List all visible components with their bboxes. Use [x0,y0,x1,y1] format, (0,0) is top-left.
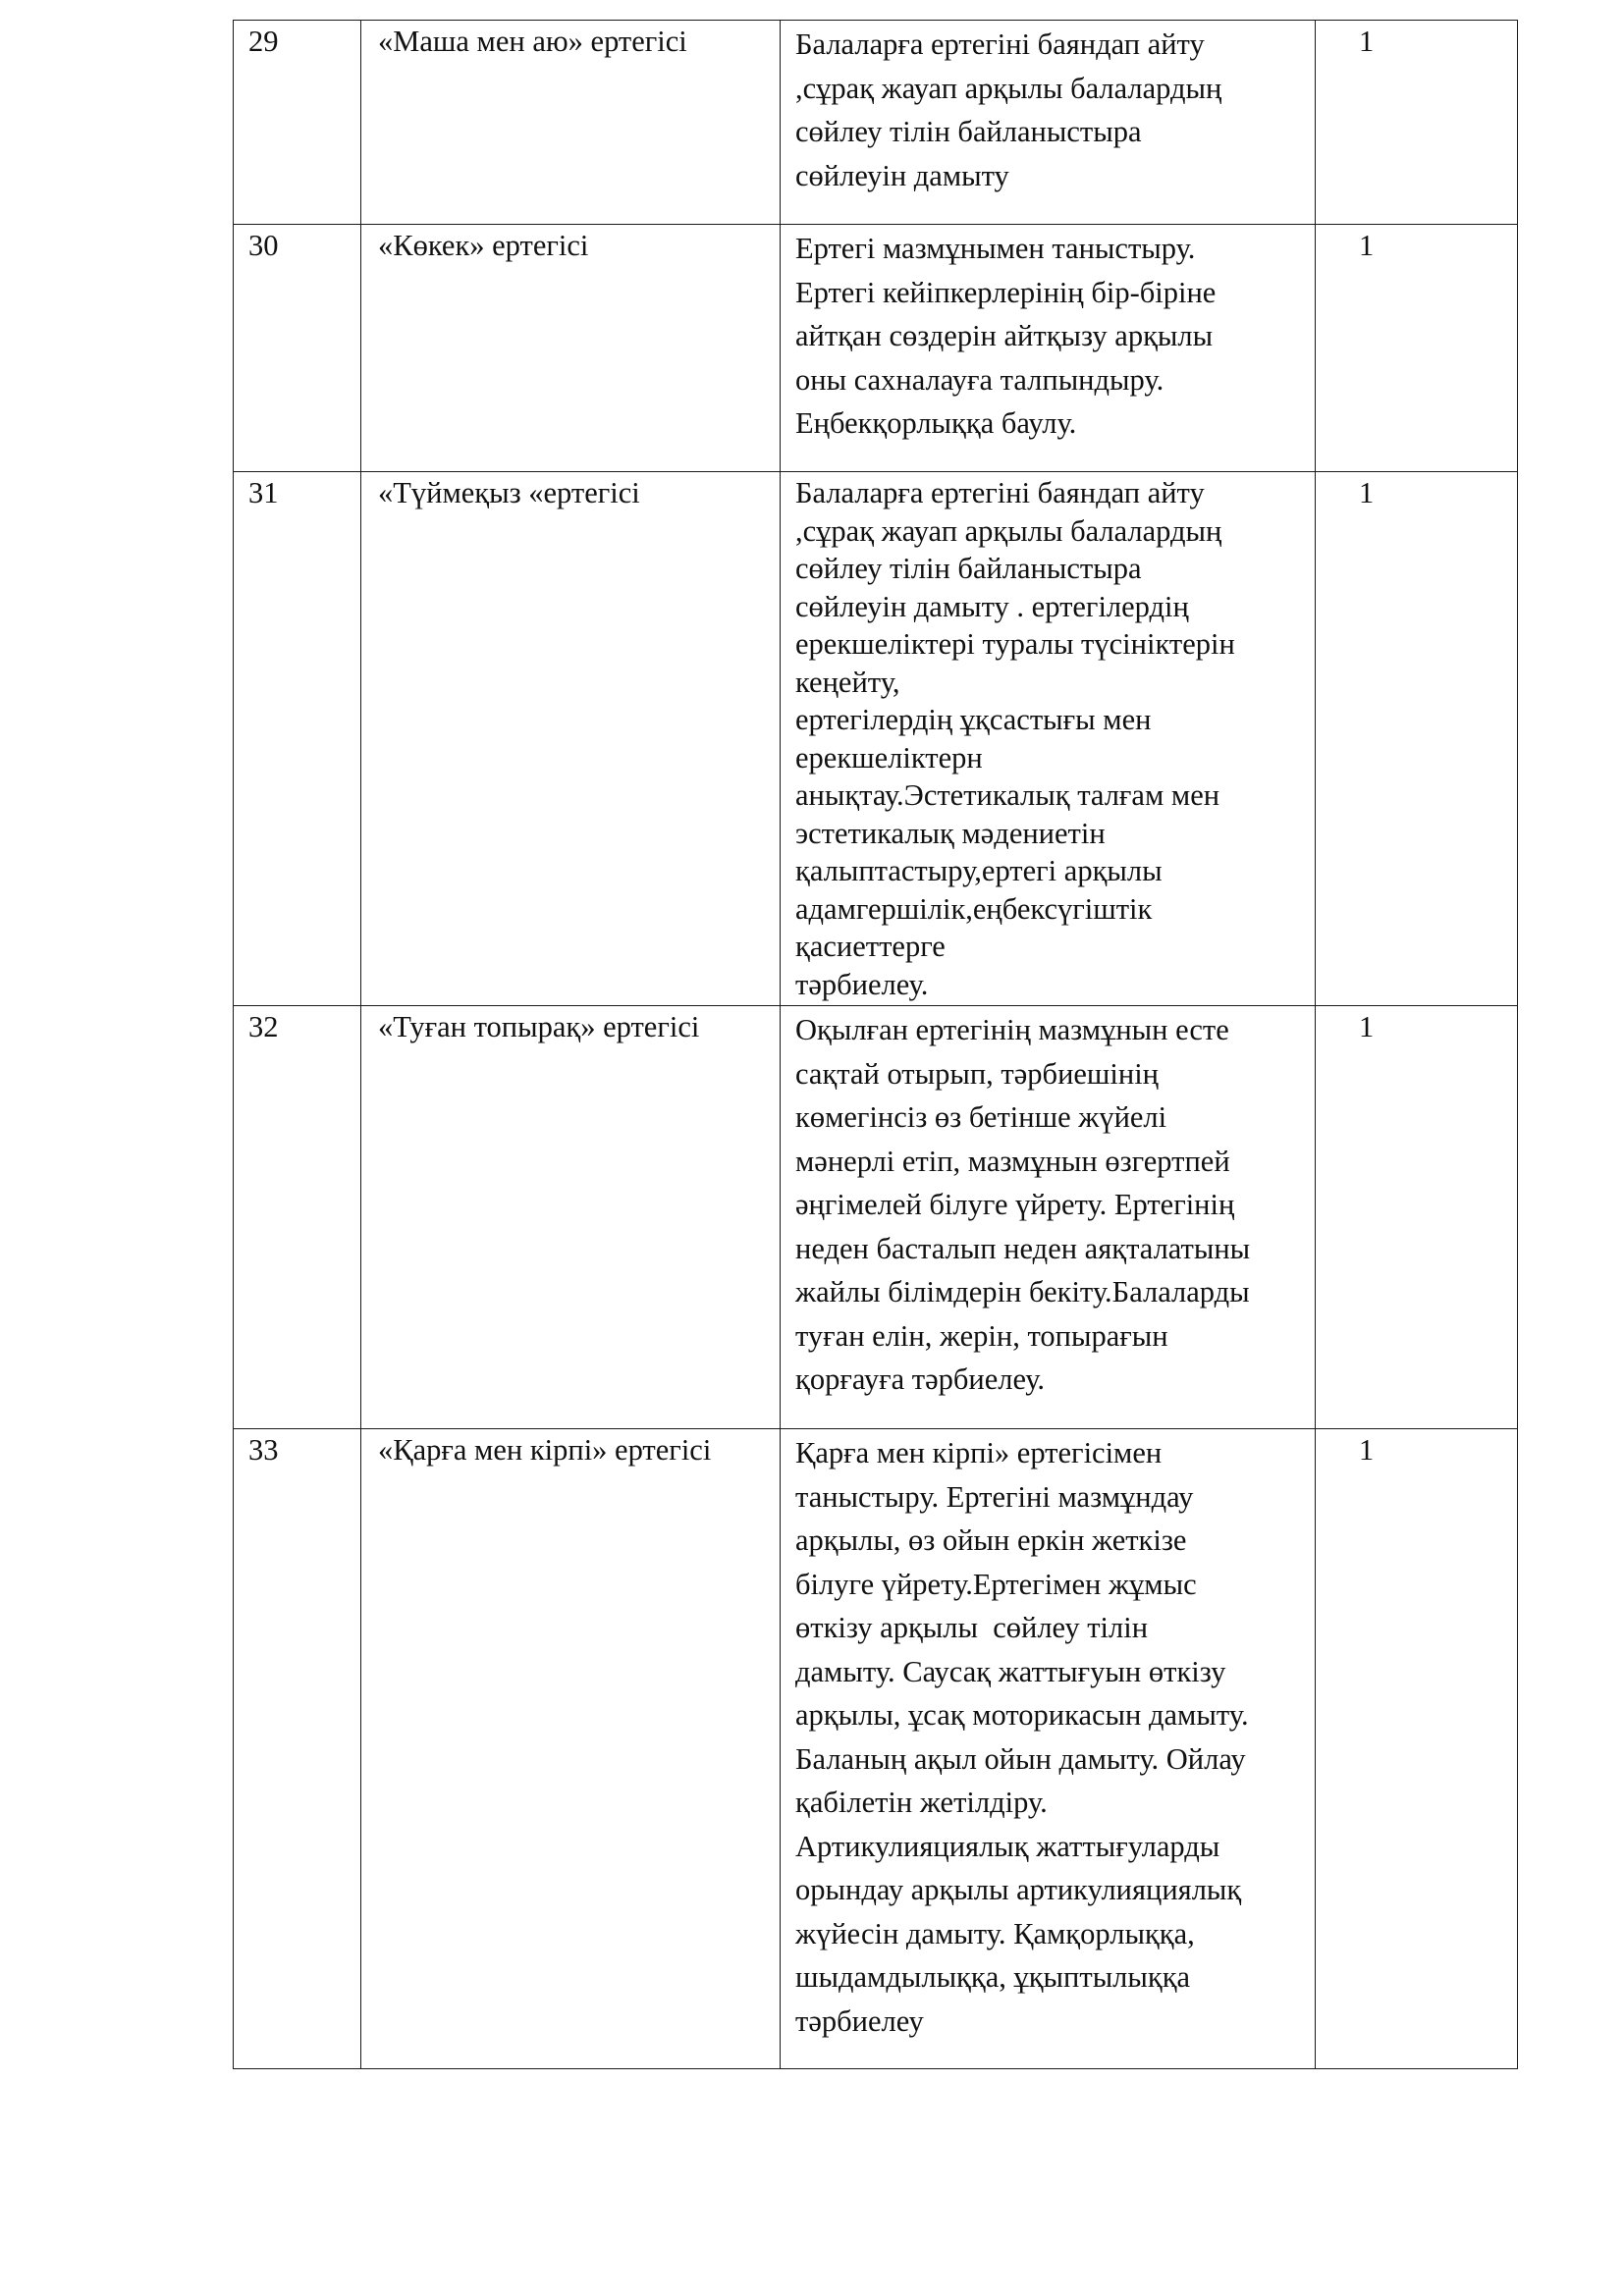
goal-line: кеңейту, [795,665,900,699]
goal-line: туған елін, жерін, топырағын [795,1318,1168,1353]
goal-line: сөйлеу тілін байланыстыра [795,552,1142,585]
lesson-title: «Түймеқыз «ертегісі [361,472,781,1006]
goal-line: өткізу арқылы сөйлеу тілін [795,1611,1149,1644]
lesson-number: 29 [234,21,361,225]
table-row [234,1006,1518,1429]
goal-line: білуге үйрету.Ертегімен жұмыс [795,1567,1197,1601]
goal-line: арқылы, өз ойын еркін жеткізе [795,1523,1187,1557]
table-row [234,1429,1518,2069]
goal-line: ,сұрақ жауап арқылы балалардың [795,71,1222,105]
lesson-title: «Көкек» ертегісі [361,225,781,472]
goal-line: неден басталып неден аяқталатыны [795,1231,1251,1265]
goal-line: қорғауға тәрбиелеу. [795,1362,1046,1396]
table-row [234,225,1518,472]
goal-line: Артикулияциялық жаттығуларды [795,1829,1220,1863]
goal-line: ертегілердің ұқсастығы мен [795,703,1152,736]
goal-line: Қарға мен кірпі» ертегісімен [795,1436,1163,1469]
table-row [234,472,1518,1006]
goal-line: сөйлеу тілін байланыстыра [795,115,1142,148]
lesson-goal [781,21,1316,225]
lesson-goal [781,472,1316,1006]
lesson-number: 32 [234,1006,361,1429]
goal-line: адамгершілік,еңбексүгіштік [795,891,1153,926]
goal-line: жайлы білімдерін бекіту.Балаларды [795,1275,1250,1308]
goal-line: анықтау.Эстетикалық талғам мен [795,778,1220,812]
lesson-plan-table [233,20,1518,2069]
goal-line: орындау арқылы артикулияциялық [795,1873,1242,1906]
goal-line: ерекшеліктері туралы түсініктерін [795,627,1235,661]
goal-line: Еңбекқорлыққа баулу. [795,406,1077,440]
lesson-hours: 1 [1316,472,1518,1006]
goal-line: арқылы, ұсақ моторикасын дамыту. [795,1698,1249,1732]
lesson-title: «Қарға мен кірпі» ертегісі [361,1429,781,2069]
goal-line: ерекшеліктерн [795,740,983,774]
goal-line: Оқылған ертегінің мазмұнын есте [795,1013,1229,1046]
goal-line: оны сахналауға талпындыру. [795,362,1164,397]
goal-line: дамыту. Саусақ жаттығуын өткізу [795,1654,1226,1688]
lesson-goal [781,1006,1316,1429]
lesson-number: 30 [234,225,361,472]
goal-line: ,сұрақ жауап арқылы балалардың [795,513,1222,548]
lesson-goal [781,1429,1316,2069]
goal-line: Баланың ақыл ойын дамыту. Ойлау [795,1741,1246,1776]
goal-line: тәрбиелеу. [795,967,929,1001]
lesson-number: 33 [234,1429,361,2069]
table-row [234,21,1518,225]
goal-line: айтқан сөздерін айтқызу арқылы [795,319,1214,352]
lesson-hours: 1 [1316,1006,1518,1429]
goal-line: Ертегі кейіпкерлерінің бір-біріне [795,275,1217,309]
lesson-title: «Туған топырақ» ертегісі [361,1006,781,1429]
goal-line: таныстыру. Ертегіні мазмұндау [795,1479,1194,1514]
lesson-title: «Маша мен аю» ертегісі [361,21,781,225]
lesson-hours: 1 [1316,21,1518,225]
goal-line: мәнерлі етіп, мазмұнын өзгертпей [795,1144,1230,1178]
goal-line: көмегінсіз өз бетінше жүйелі [795,1100,1167,1134]
goal-line: жүйесін дамыту. Қамқорлыққа, [795,1916,1195,1950]
lesson-number: 31 [234,472,361,1006]
lesson-hours: 1 [1316,225,1518,472]
goal-line: сөйлеуін дамыту [795,158,1009,192]
goal-line: сақтай отырып, тәрбиешінің [795,1056,1160,1091]
goal-line: Балаларға ертегіні баяндап айту [795,476,1205,509]
goal-line: сөйлеуін дамыту . ертегілердің [795,589,1189,623]
goal-line: шыдамдылыққа, ұқыптылыққа [795,1960,1191,1994]
goal-line: тәрбиелеу [795,2003,924,2038]
goal-line: қасиеттерге [795,930,946,963]
goal-line: қалыптастыру,ертегі арқылы [795,854,1163,887]
goal-line: әңгімелей білуге үйрету. Ертегінің [795,1188,1235,1221]
goal-line: қабілетін жетілдіру. [795,1786,1048,1819]
lesson-goal [781,225,1316,472]
lesson-hours: 1 [1316,1429,1518,2069]
goal-line: эстетикалық мәдениетін [795,816,1106,850]
goal-line: Ертегі мазмұнымен таныстыру. [795,232,1196,265]
goal-line: Балаларға ертегіні баяндап айту [795,27,1205,61]
